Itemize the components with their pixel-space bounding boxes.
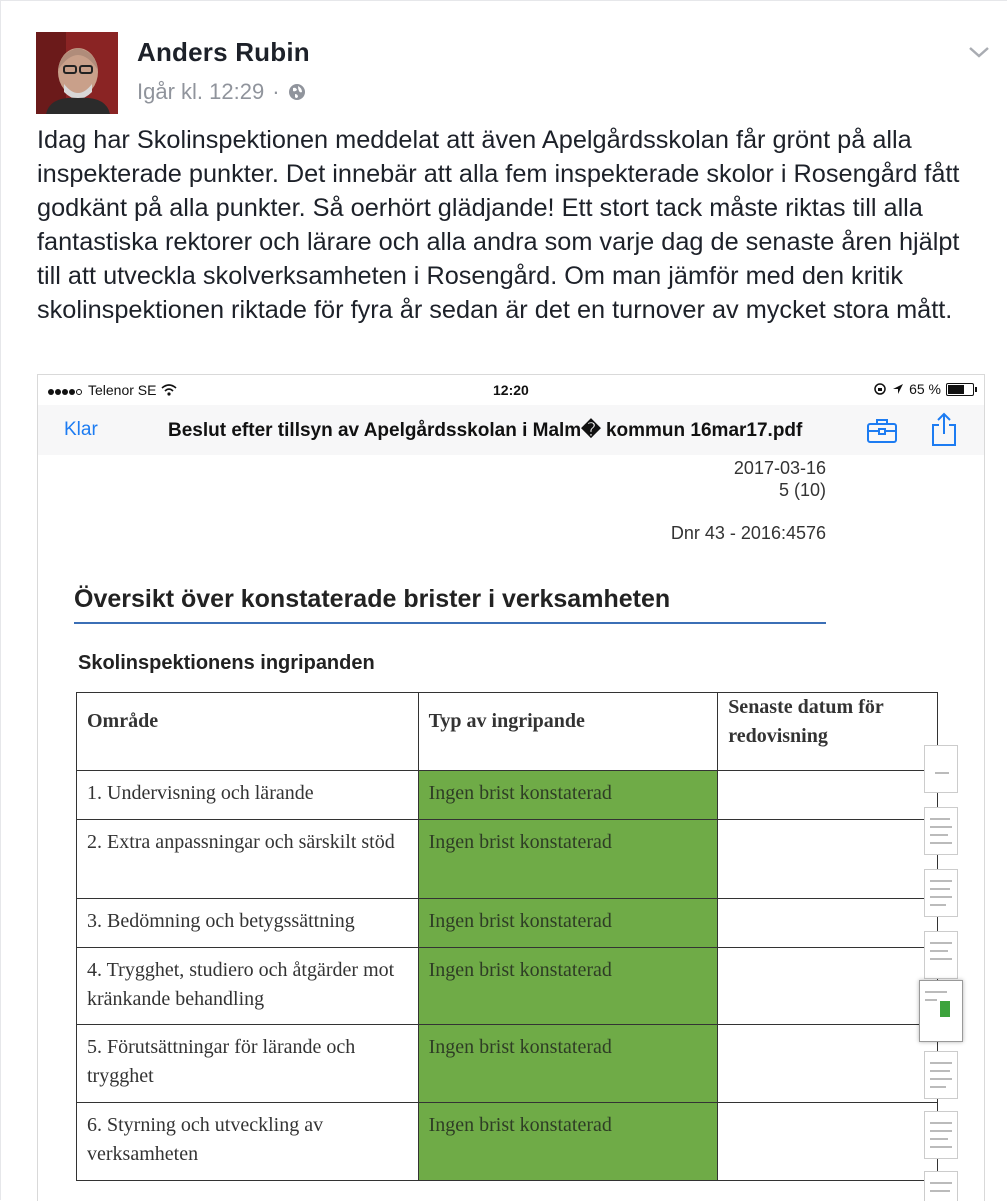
post-meta	[137, 79, 306, 105]
page-thumbnail[interactable]	[924, 1171, 958, 1201]
battery-icon	[946, 383, 974, 396]
area-cell: 5. Förutsättningar för lärande och trygghet	[77, 1025, 419, 1103]
deadline-cell	[718, 948, 938, 1025]
carrier-label: Telenor SE	[88, 382, 157, 398]
deadline-cell	[718, 1025, 938, 1103]
attached-screenshot[interactable]	[37, 374, 985, 1201]
intervention-cell: Ingen brist konstaterad	[418, 771, 718, 820]
page-thumbnail[interactable]	[924, 745, 958, 793]
document-date: 2017-03-16	[733, 458, 826, 478]
page-thumbnail[interactable]	[924, 807, 958, 855]
table-row	[77, 899, 938, 948]
globe-icon[interactable]	[288, 83, 306, 101]
intervention-cell: Ingen brist konstaterad	[418, 899, 718, 948]
deadline-cell	[718, 1103, 938, 1181]
document-page-number: 5 (10)	[778, 480, 826, 500]
page-thumbnail[interactable]	[924, 869, 958, 917]
column-header: Område	[77, 693, 419, 771]
thumbnail-green-mark	[940, 1001, 950, 1017]
deadline-cell	[718, 820, 938, 899]
ios-status-bar	[38, 375, 984, 405]
document-date-block	[708, 457, 826, 501]
area-cell: 2. Extra anpassningar och särskilt stöd	[77, 820, 419, 899]
deadline-cell	[718, 771, 938, 820]
toolbox-icon[interactable]	[866, 416, 898, 444]
deadline-cell	[718, 899, 938, 948]
document-title: Beslut efter tillsyn av Apelgårdsskolan i Malm� kommun 16mar17.pdf	[168, 420, 803, 441]
interventions-table	[76, 692, 938, 1181]
table-row	[77, 1025, 938, 1103]
post-text: Idag har Skolinspektionen meddelat att även Apelgårdsskolan får grönt på alla inspekterade punkter. Det innebär att alla fem inspekterade skolor i Rosengård fått godkänt på alla punkter. Så oerhört glädjande! Ett stort tack måste riktas till alla fantastiska rektorer och lärare och alla andra som varje dag de senaste åren hjälpt till att utveckla skolverksamheten i Rosengård. Om man jämför med den kritik skolinspektionen riktade för fyra år sedan är det en turnover av mycket stora mått.	[37, 126, 960, 324]
area-cell: 6. Styrning och utveckling av verksamheten	[77, 1103, 419, 1181]
post-timestamp[interactable]: Igår kl. 12:29	[137, 79, 265, 104]
author-name[interactable]: Anders Rubin	[137, 37, 310, 67]
area-cell: 3. Bedömning och betygssättning	[77, 899, 419, 948]
pdf-page	[58, 455, 938, 1201]
document-dnr: Dnr 43 - 2016:4576	[670, 523, 826, 543]
page-thumbnail[interactable]	[924, 931, 958, 979]
status-time: 12:20	[493, 382, 529, 398]
area-cell: 4. Trygghet, studiero och åtgärder mot kränkande behandling	[77, 948, 419, 1025]
heading-divider	[74, 622, 826, 624]
done-button[interactable]: Klar	[64, 419, 98, 440]
table-row	[77, 948, 938, 1025]
area-cell: 1. Undervisning och lärande	[77, 771, 419, 820]
page-thumbnail-current[interactable]	[919, 980, 963, 1042]
wifi-icon	[161, 384, 177, 396]
section-heading: Översikt över konstaterade brister i verksamheten	[74, 585, 671, 613]
table-row	[77, 771, 938, 820]
page-thumbnail[interactable]	[924, 1051, 958, 1099]
pdf-nav-bar	[38, 405, 984, 455]
location-icon	[892, 383, 904, 395]
table-row	[77, 1103, 938, 1181]
signal-icon	[48, 382, 83, 398]
meta-separator: ·	[272, 79, 280, 104]
intervention-cell: Ingen brist konstaterad	[418, 1025, 718, 1103]
intervention-cell: Ingen brist konstaterad	[418, 820, 718, 899]
page-thumbnail-strip[interactable]	[924, 745, 960, 1201]
section-subheading: Skolinspektionens ingripanden	[78, 652, 375, 674]
intervention-cell: Ingen brist konstaterad	[418, 1103, 718, 1181]
page-thumbnail[interactable]	[924, 1111, 958, 1159]
intervention-cell: Ingen brist konstaterad	[418, 948, 718, 1025]
table-row	[77, 820, 938, 899]
share-icon[interactable]	[931, 411, 957, 447]
rotation-lock-icon	[873, 382, 887, 396]
avatar[interactable]	[36, 32, 118, 114]
avatar-photo	[36, 32, 118, 114]
table-header-row	[77, 693, 938, 771]
battery-percent: 65 %	[909, 381, 941, 397]
column-header: Senaste datum för redovisning	[718, 693, 938, 771]
chevron-down-icon[interactable]	[967, 43, 991, 61]
column-header: Typ av ingripande	[418, 693, 718, 771]
